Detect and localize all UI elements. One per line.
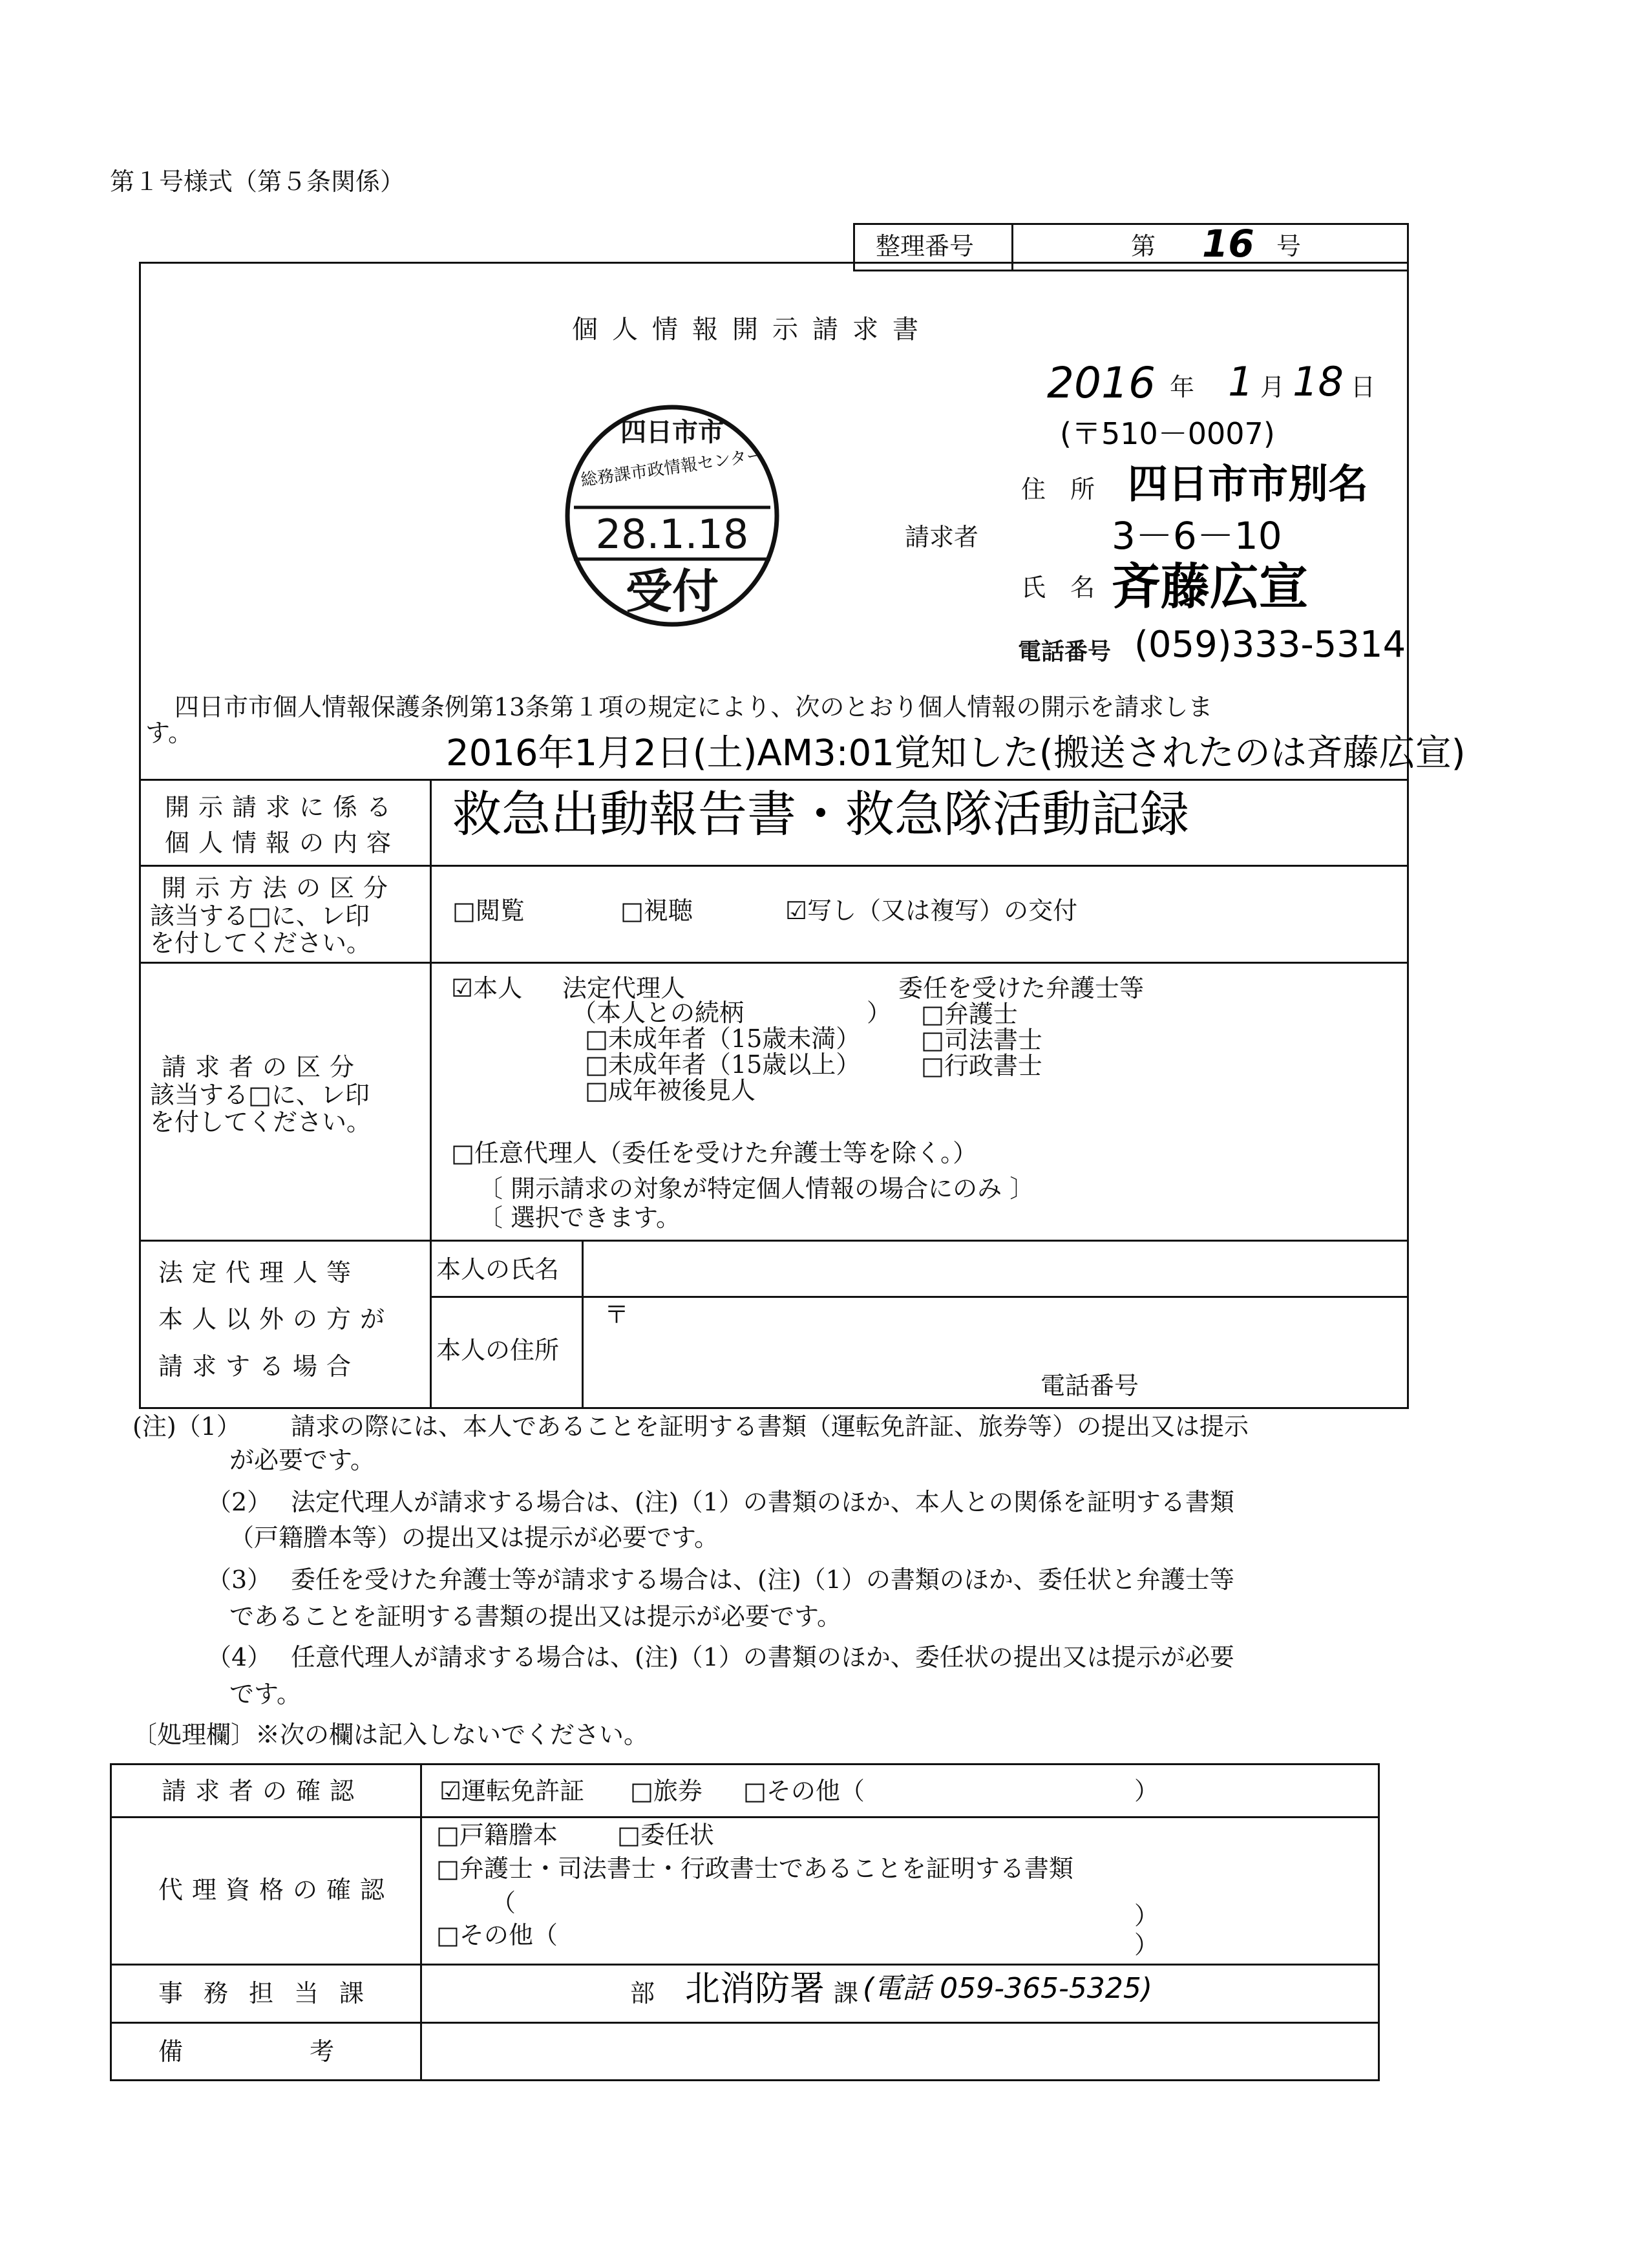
proxy-name-label: 本人の氏名 [436,1255,560,1284]
proxy-label2: 本人以外の方が [158,1305,394,1333]
requester-phone: (059)333-5314 [1134,624,1406,666]
stamp-line1: 四日市市 [620,418,724,447]
rtype-self[interactable]: ☑本人 [451,974,523,1002]
agent-opt-4[interactable]: □その他（ [436,1921,558,1949]
checkbox-checked-icon: ☑ [439,1777,462,1805]
rtype-label3: を付してください。 [150,1108,372,1136]
date-day-unit: 日 [1351,373,1376,401]
remarks-label: 備 考 [158,2037,361,2066]
address-line1: 四日市市別名 [1128,460,1369,507]
note-1-marker: (注)（1） [132,1412,241,1441]
agent-label: 代理資格の確認 [158,1876,394,1904]
note-1-line1: 請求の際には、本人であることを証明する書類（運転免許証、旅券等）の提出又は提示 [291,1412,1249,1441]
dept-prefix: 部 [630,1979,655,2008]
rtype-legal-opt-3[interactable]: □成年被後見人 [585,1076,755,1105]
confirm-label: 請求者の確認 [162,1777,364,1805]
form-label: 第１号様式（第５条関係） [110,167,405,196]
dept-phone: (電話 059-365-5325) [863,1972,1153,2005]
stamp-text: 受付 [625,564,719,619]
agent-opt-2[interactable]: □委任状 [617,1821,714,1849]
rtype-delegated: 委任を受けた弁護士等 [898,974,1145,1002]
proxy-address-label: 本人の住所 [436,1336,560,1364]
requester-postal: (〒510－0007) [1060,416,1275,451]
date-day: 18 [1293,358,1344,405]
note-4-line2: です。 [229,1680,301,1708]
phone-label: 電話番号 [1018,638,1112,665]
stamp-line2: 総務課市政情報センター [579,445,765,491]
rtype-delegated-opt-1[interactable]: □弁護士 [921,1000,1018,1028]
method-option-2[interactable]: □視聴 [620,896,693,925]
proxy-label1: 法定代理人等 [158,1258,361,1287]
method-label3: を付してください。 [150,929,372,957]
processing-table [110,1763,1380,2081]
handwritten-note: 2016年1月2日(土)AM3:01覚知した(搬送されたのは斉藤広宣) [446,732,1466,774]
confirm-opt-1[interactable]: ☑運転免許証 [439,1777,585,1805]
rtype-voluntary-note2: 〔 選択できます。 [478,1203,681,1232]
date-month-unit: 月 [1260,373,1285,401]
agent-paren-close: ） [1134,1902,1159,1930]
rtype-delegated-opt-3[interactable]: □行政書士 [921,1052,1042,1080]
reference-suffix: 号 [1276,232,1302,260]
rtype-label1: 請求者の区分 [162,1053,364,1081]
dept-suffix: 課 [834,1979,859,2008]
proxy-postal-mark: 〒 [604,1300,629,1329]
address-line2: 3－6－10 [1112,514,1282,558]
dept-value: 北消防署 [685,1968,825,2009]
info-content-label1: 開示請求に係る [165,793,401,821]
method-label2: 該当する□に、レ印 [150,902,370,930]
info-content-label2: 個人情報の内容 [165,829,401,857]
preamble-line1: 四日市市個人情報保護条例第13条第１項の規定により、次のとおり個人情報の開示を請求しま [174,693,1213,721]
method-option-1[interactable]: □閲覧 [452,896,525,925]
confirm-opt-2[interactable]: □旅券 [630,1777,703,1805]
proxy-phone-label: 電話番号 [1041,1372,1139,1400]
requester-name: 斉藤広宣 [1112,558,1308,615]
note-2-marker: （2） [207,1488,272,1516]
agent-opt-1[interactable]: □戸籍謄本 [436,1821,558,1849]
rtype-delegated-opt-2[interactable]: □司法書士 [921,1026,1042,1054]
date-year-unit: 年 [1170,373,1195,401]
preamble-line2: す。 [145,719,193,747]
note-4-marker: （4） [207,1643,272,1671]
agent-opt-3[interactable]: □弁護士・司法書士・行政書士であることを証明する書類 [436,1854,1073,1883]
date-year: 2016 [1047,358,1156,408]
note-3-line1: 委任を受けた弁護士等が請求する場合は、(注)（1）の書類のほか、委任状と弁護士等 [291,1565,1234,1594]
reception-stamp [562,401,782,633]
reference-label: 整理番号 [876,232,975,260]
note-4-line1: 任意代理人が請求する場合は、(注)（1）の書類のほか、委任状の提出又は提示が必要 [291,1643,1234,1671]
rtype-voluntary-note1: 〔 開示請求の対象が特定個人情報の場合にのみ 〕 [478,1174,1035,1203]
requester-label: 請求者 [905,523,979,551]
info-content-value: 救急出動報告書・救急隊活動記録 [452,785,1189,843]
processing-heading: 〔処理欄〕※次の欄は記入しないでください。 [132,1721,649,1749]
confirm-close: ） [1134,1777,1159,1805]
note-1-line2: が必要です。 [229,1446,375,1474]
method-option-3[interactable]: ☑写し（又は複写）の交付 [785,896,1078,925]
proxy-label3: 請求する場合 [158,1352,361,1381]
note-3-marker: （3） [207,1565,272,1594]
agent-paren-open: （ [491,1889,516,1917]
dept-label: 事務担当課 [158,1979,385,2008]
reference-number: 16 [1202,222,1254,266]
method-label1: 開示方法の区分 [162,874,397,902]
stamp-date: 28.1.18 [595,511,749,558]
date-month: 1 [1228,358,1254,405]
address-label: 住 所 [1021,475,1095,503]
rtype-relation: （本人との続柄 ） [572,999,892,1027]
page-title: 個人情報開示請求書 [572,315,933,344]
checkbox-checked-icon: ☑ [785,896,808,925]
rtype-voluntary[interactable]: □任意代理人（委任を受けた弁護士等を除く。） [451,1139,978,1167]
note-3-line2: であることを証明する書類の提出又は提示が必要です。 [229,1602,841,1631]
reference-prefix: 第 [1131,232,1156,260]
rtype-legal-opt-2[interactable]: □未成年者（15歳以上） [585,1050,861,1079]
note-2-line2: （戸籍謄本等）の提出又は提示が必要です。 [229,1523,719,1552]
rtype-label2: 該当する□に、レ印 [150,1081,370,1109]
rtype-legal-opt-1[interactable]: □未成年者（15歳未満） [585,1024,861,1053]
agent-close-2: ） [1134,1931,1159,1959]
rtype-legal-rep: 法定代理人 [562,974,686,1002]
note-2-line1: 法定代理人が請求する場合は、(注)（1）の書類のほか、本人との関係を証明する書類 [291,1488,1234,1516]
confirm-opt-3[interactable]: □その他（ [743,1777,865,1805]
name-label: 氏 名 [1021,573,1095,602]
checkbox-checked-icon: ☑ [451,974,474,1002]
